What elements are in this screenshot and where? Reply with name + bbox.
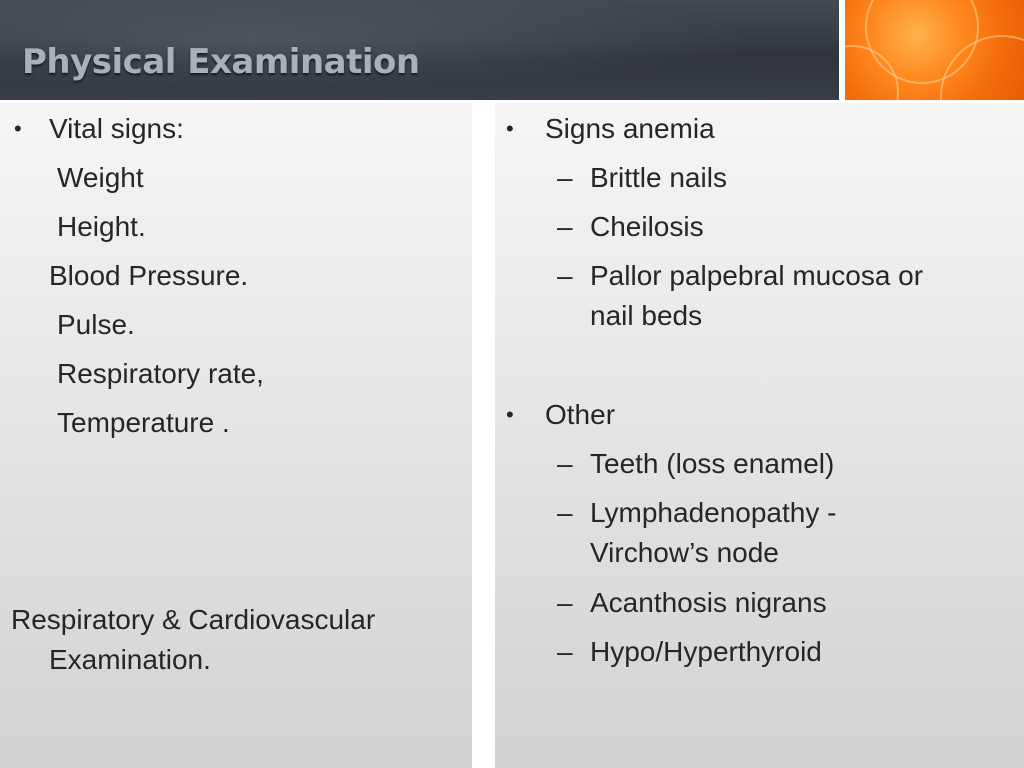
vital-item-pulse: Pulse. [57, 309, 135, 340]
vital-item-respiratory-rate: Respiratory rate, [57, 358, 264, 389]
header-band [0, 0, 839, 100]
dash-icon: – [557, 162, 573, 193]
dash-icon: – [557, 260, 573, 291]
bullet-icon: • [506, 116, 514, 141]
right-content-panel [495, 103, 1024, 768]
other-item-lymphadenopathy: Lymphadenopathy - [590, 497, 837, 528]
bullet-icon: • [506, 402, 514, 427]
anemia-heading: Signs anemia [545, 113, 715, 144]
vital-item-weight: Weight [57, 162, 144, 193]
bullet-icon: • [14, 116, 22, 141]
anemia-item-pallor: Pallor palpebral mucosa or [590, 260, 924, 291]
other-item-virchow: Virchow’s node [590, 537, 779, 568]
dash-icon: – [557, 587, 573, 618]
vital-item-blood-pressure: Blood Pressure. [49, 260, 249, 291]
anemia-item-pallor-cont: nail beds [590, 300, 703, 331]
exam-line-2: Examination. [49, 644, 211, 675]
vital-signs-heading: Vital signs: [49, 113, 184, 144]
vital-item-temperature: Temperature . [57, 407, 230, 438]
anemia-item-brittle-nails: Brittle nails [590, 162, 727, 193]
slide-title: Physical Examination [22, 42, 420, 82]
other-item-thyroid: Hypo/Hyperthyroid [590, 636, 822, 667]
exam-line-1: Respiratory & Cardiovascular [11, 604, 376, 635]
orange-decor-block [845, 0, 1024, 100]
dash-icon: – [557, 497, 573, 528]
other-item-acanthosis: Acanthosis nigrans [590, 587, 827, 618]
other-item-teeth: Teeth (loss enamel) [590, 448, 835, 479]
anemia-item-cheilosis: Cheilosis [590, 211, 704, 242]
vital-item-height: Height. [57, 211, 146, 242]
left-content-panel [0, 103, 472, 768]
other-heading: Other [545, 399, 616, 430]
dash-icon: – [557, 636, 573, 667]
dash-icon: – [557, 448, 573, 479]
dash-icon: – [557, 211, 573, 242]
